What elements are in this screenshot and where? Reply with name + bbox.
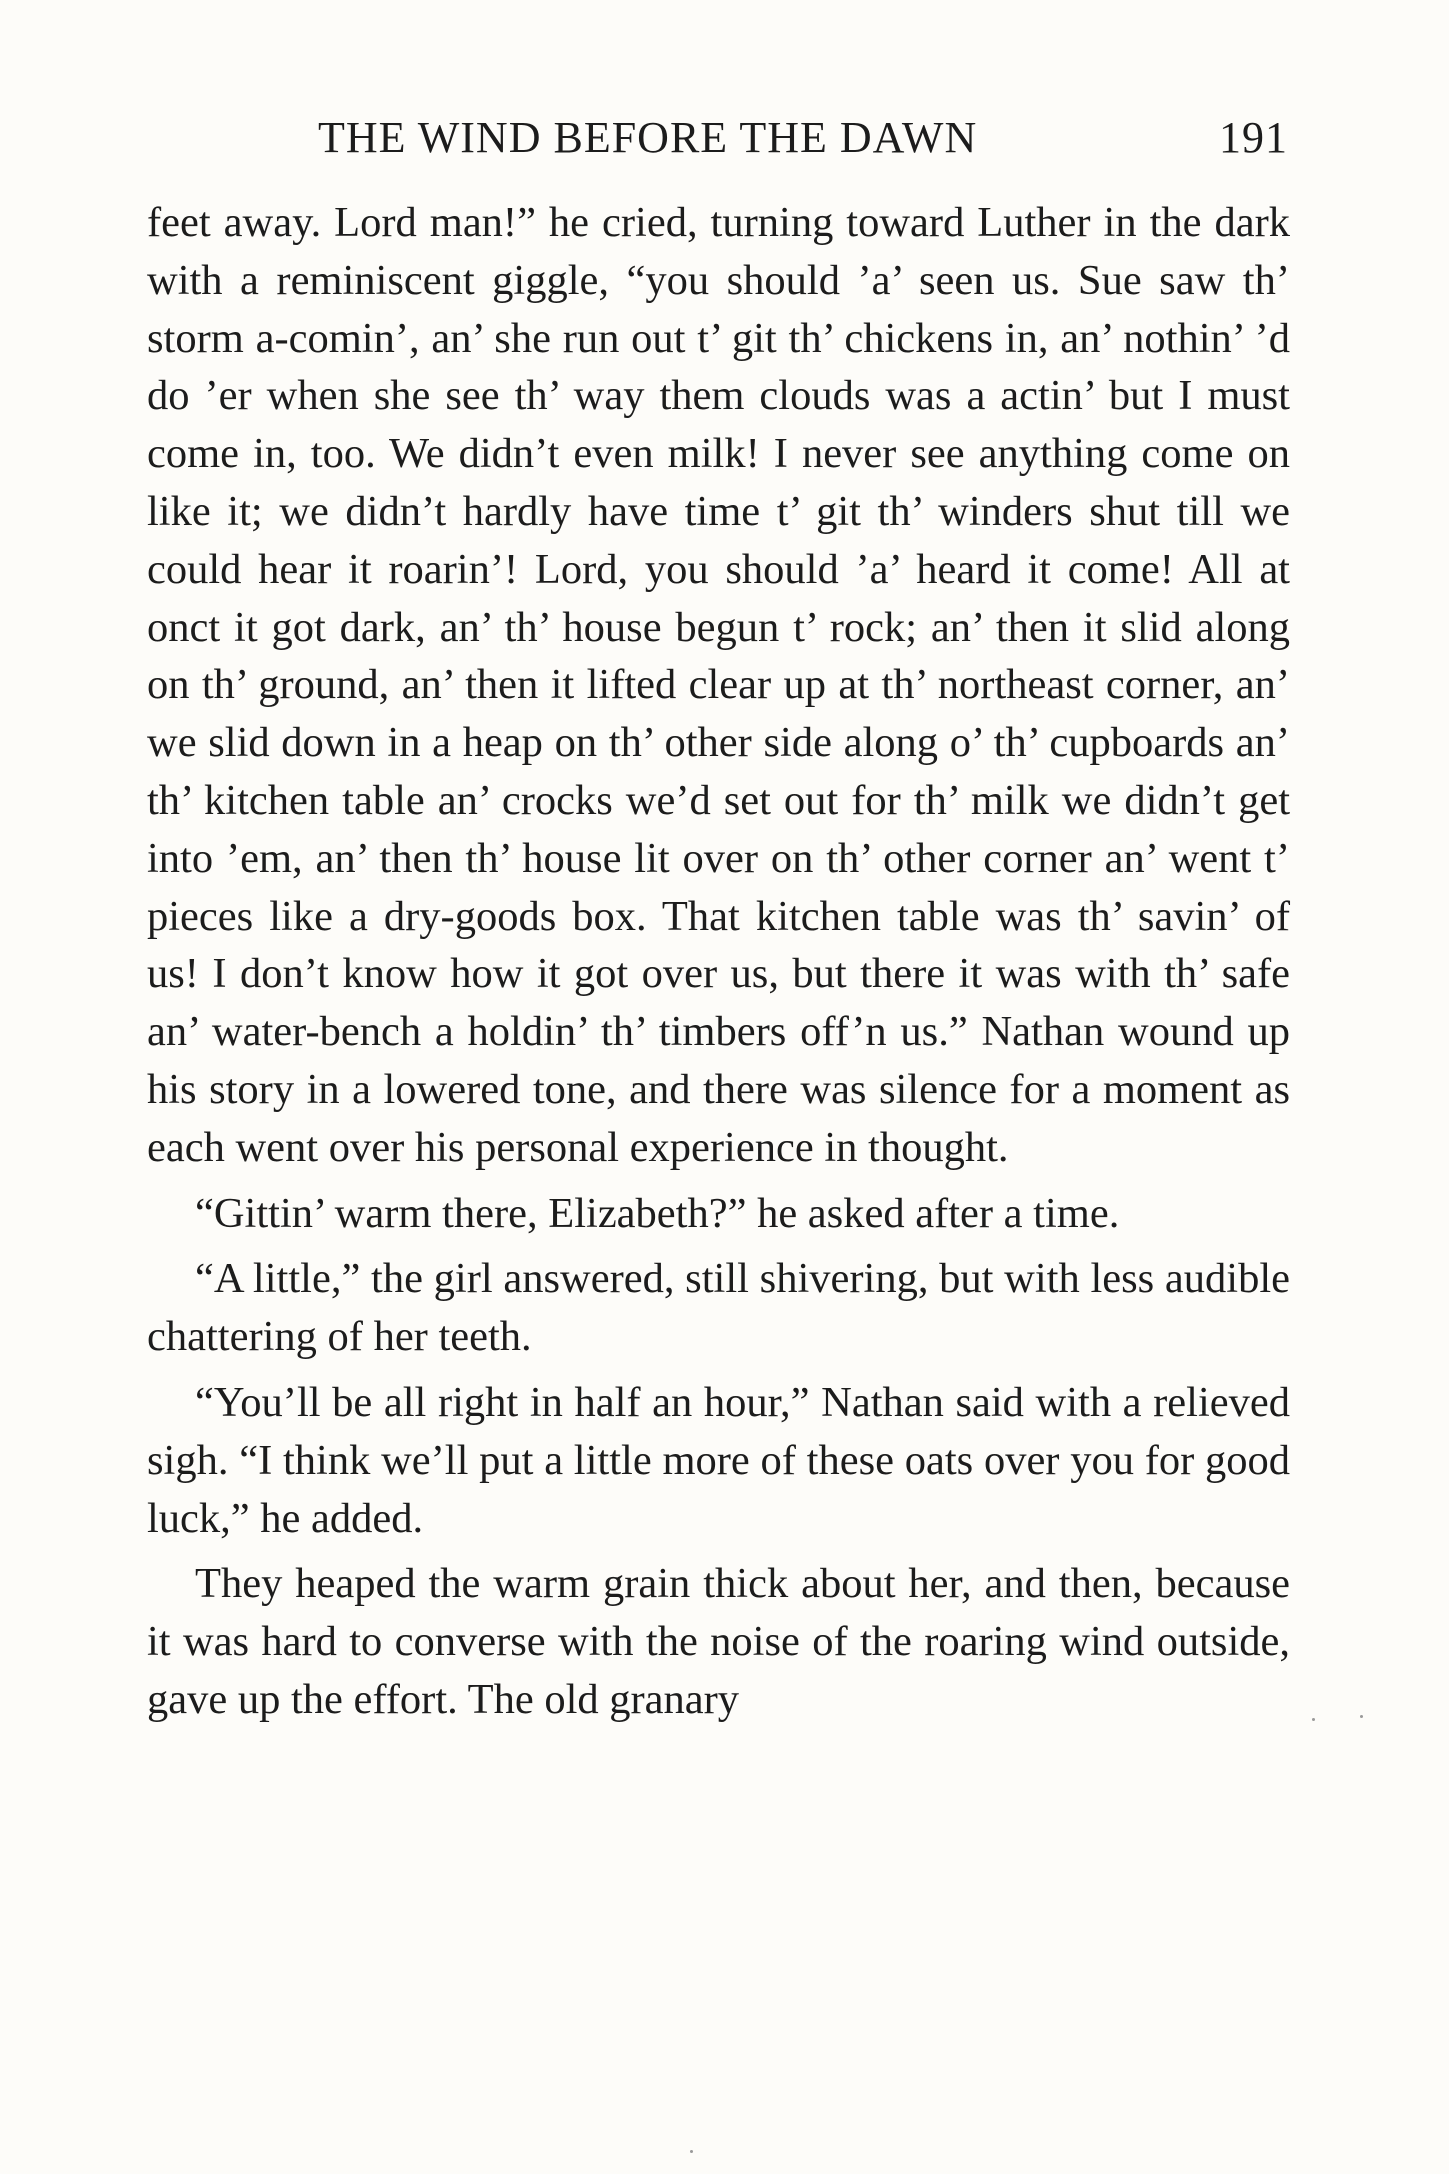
page-number: 191: [1219, 113, 1288, 162]
paper-speck: [1312, 1718, 1315, 1721]
paragraph-continuation: feet away. Lord man!” he cried, turning toward Luther in the dark with a reminiscent giggle, “you should ’a’ seen us. Sue saw th’ storm a-comin’, an’ she run out t’ git th’ chickens in, an’ nothin’ ’d do ’er when she see th’ way them clouds was a actin’ but I must come in, too. We didn’t even milk! I never see anything come on like it; we didn’t hardly have time t’ git th’ winders shut till we could hear it roarin’! Lord, you should ’a’ heard it come! All at onct it got dark, an’ th’ house begun t’ rock; an’ then it slid along on th’ ground, an’ then it lifted clear up at th’ northeast corner, an’ we slid down in a heap on th’ other side along o’ th’ cupboards an’ th’ kitchen table an’ crocks we’d set out for th’ milk we didn’t get into ’em, an’ then th’ house lit over on th’ other corner an’ went t’ pieces like a dry-goods box. That kitchen table was th’ savin’ of us! I don’t know how it got over us, but there it was with th’ safe an’ water-bench a holdin’ th’ timbers off’n us.” Nathan wound up his story in a lowered tone, and there was silence for a moment as each went over his personal experience in thought.: [147, 199, 1290, 1171]
body-text: [147, 194, 1290, 1729]
paragraph: “Gittin’ warm there, Elizabeth?” he asked after a time.: [195, 1189, 1120, 1237]
running-title: THE WIND BEFORE THE DAWN: [318, 113, 978, 162]
paragraph: They heaped the warm grain thick about her, and then, because it was hard to converse with the noise of the roaring wind outside, gave up the effort. The old granary: [147, 1560, 1290, 1723]
paragraph: “You’ll be all right in half an hour,” Nathan said with a relieved sigh. “I think we’ll put a little more of these oats over you for good luck,” he added.: [147, 1378, 1290, 1542]
paper-speck: [1360, 1715, 1363, 1718]
page-header: [148, 112, 1288, 182]
paragraph: “A little,” the girl answered, still shivering, but with less audible chattering of her teeth.: [147, 1255, 1290, 1361]
paper-speck: [690, 2150, 693, 2153]
